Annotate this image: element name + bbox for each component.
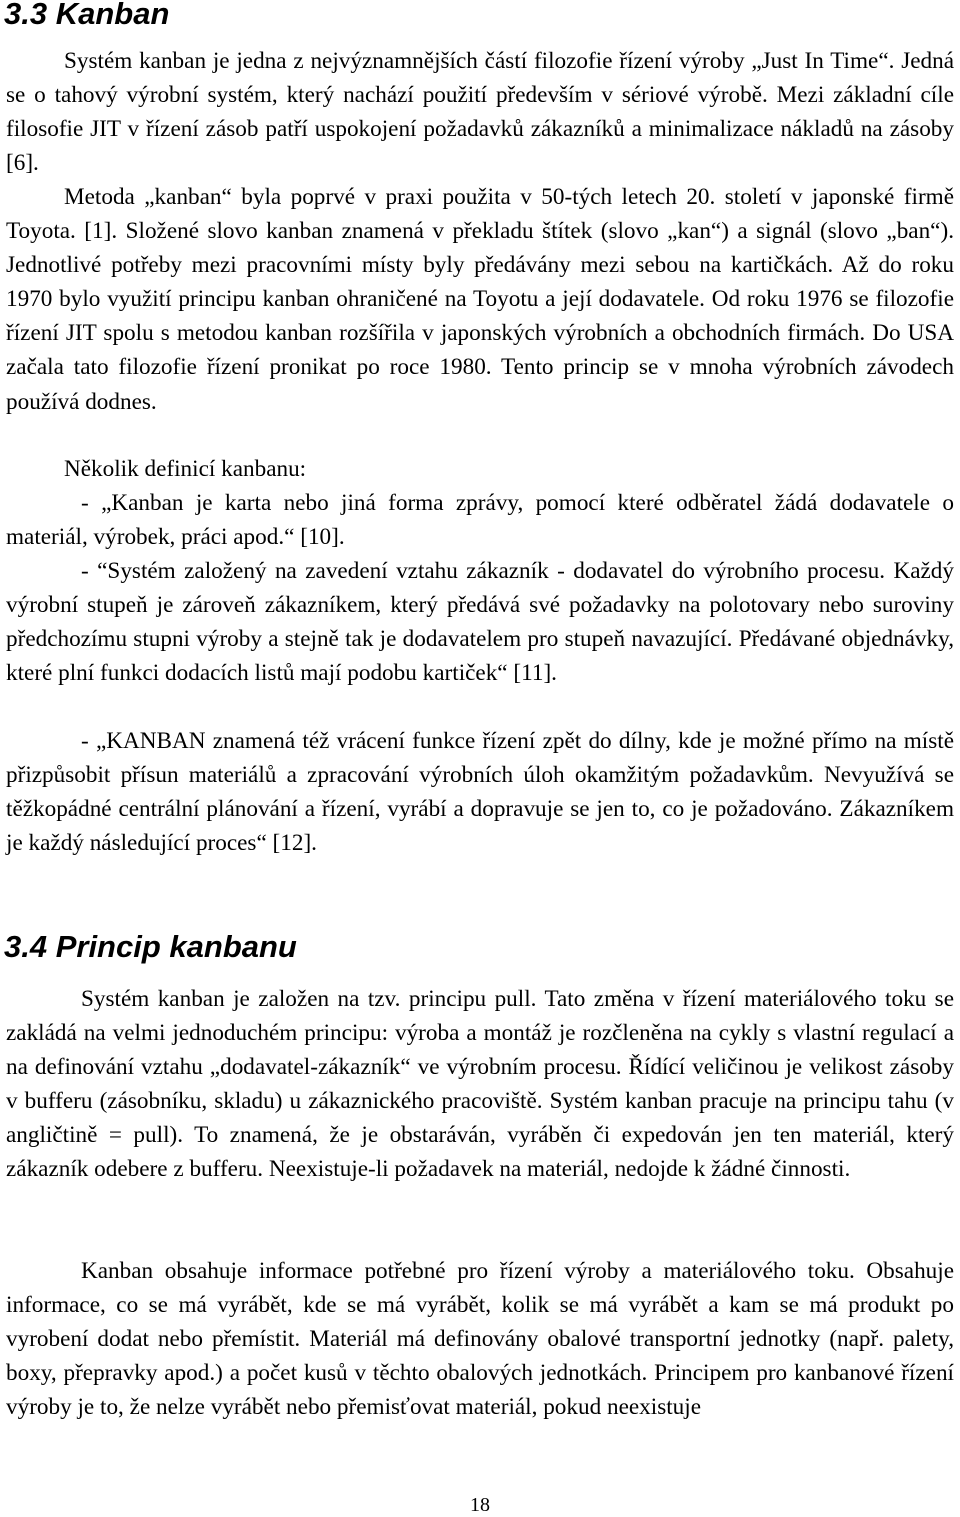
definition-item: - “Systém založený na zavedení vztahu zákazník - dodavatel do výrobního procesu. Každý výrobní stupeň je zároveň zákazníkem, který předává své požadavky na polotovary nebo suroviny předchozímu stupni výroby a stejně tak je dodavatelem pro stupeň navazující. Předávané objednávky, které plní funkci dodacích listů mají podobu kartiček“ [11]. — [6, 558, 954, 687]
section-heading: 3.3 Kanban — [4, 0, 170, 31]
definition-item: - „Kanban je karta nebo jiná forma zprávy, pomocí které odběratel žádá dodavatele o materiál, výrobek, práci apod.“ [10]. — [6, 490, 954, 551]
paragraph: Kanban obsahuje informace potřebné pro řízení výroby a materiálového toku. Obsahuje informace, co se má vyrábět, kde se má vyrábět, kolik se má vyrábět a kam se má produkt po vyrobení dodat nebo přemístit. Materiál má definovány obalové transportní jednotky (např. palety, boxy, přepravky apod.) a počet kusů v těchto obalových jednotkách. Principem pro kanbanové řízení výroby je to, že nelze vyrábět nebo přemisťovat materiál, pokud neexistuje — [6, 1258, 954, 1421]
paragraph: Několik definicí kanbanu: — [64, 456, 307, 482]
paragraph: Systém kanban je jedna z nejvýznamnějších částí filozofie řízení výroby „Just In Time“. Jedná se o tahový výrobní systém, který nachází použití především v sériové výrobě. Mezi základní cíle filosofie JIT v řízení zásob patří uspokojení požadavků zákazníků a minimalizace nákladů na zásoby [6]. — [6, 48, 954, 177]
paragraph: Metoda „kanban“ byla poprvé v praxi použita v 50-tých letech 20. století v japonské firmě Toyota. [1]. Složené slovo kanban znamená v překladu štítek (slovo „kan“) a signál (slovo „ban“). Jednotlivé potřeby mezi pracovními místy byly předávány mezi sebou na kartičkách. Až do roku 1970 bylo využití principu kanban ohraničené na Toyotu a její dodavatele. Od roku 1976 se filozofie řízení JIT spolu s metodou kanban rozšířila v japonských výrobních a obchodních firmách. Do USA začala tato filozofie řízení pronikat po roce 1980. Tento princip se v mnoha výrobních závodech používá dodnes. — [6, 184, 954, 415]
page-number: 18 — [470, 1494, 490, 1516]
definition-item: - „KANBAN znamená též vrácení funkce řízení zpět do dílny, kde je možné přímo na místě přizpůsobit přísun materiálů a zpracování výrobních úloh okamžitým požadavkům. Nevyužívá se těžkopádné centrální plánování a řízení, vyrábí a dopravuje se jen to, co je požadováno. Zákazníkem je každý následující proces“ [12]. — [6, 728, 954, 857]
section-heading: 3.4 Princip kanbanu — [4, 929, 297, 964]
paragraph: Systém kanban je založen na tzv. principu pull. Tato změna v řízení materiálového toku se zakládá na velmi jednoduchém principu: výroba a montáž je rozčleněna na cykly s vlastní regulací a na definování vztahu „dodavatel-zákazník“ ve výrobním procesu. Řídící veličinou je velikost zásoby v bufferu (zásobníku, skladu) u zákaznického pracoviště. Systém kanban pracuje na principu tahu (v angličtině = pull). To znamená, že je obstaráván, vyráběn či expedován jen ten materiál, který zákazník odebere z bufferu. Neexistuje-li požadavek na materiál, nedojde k žádné činnosti. — [6, 986, 954, 1183]
